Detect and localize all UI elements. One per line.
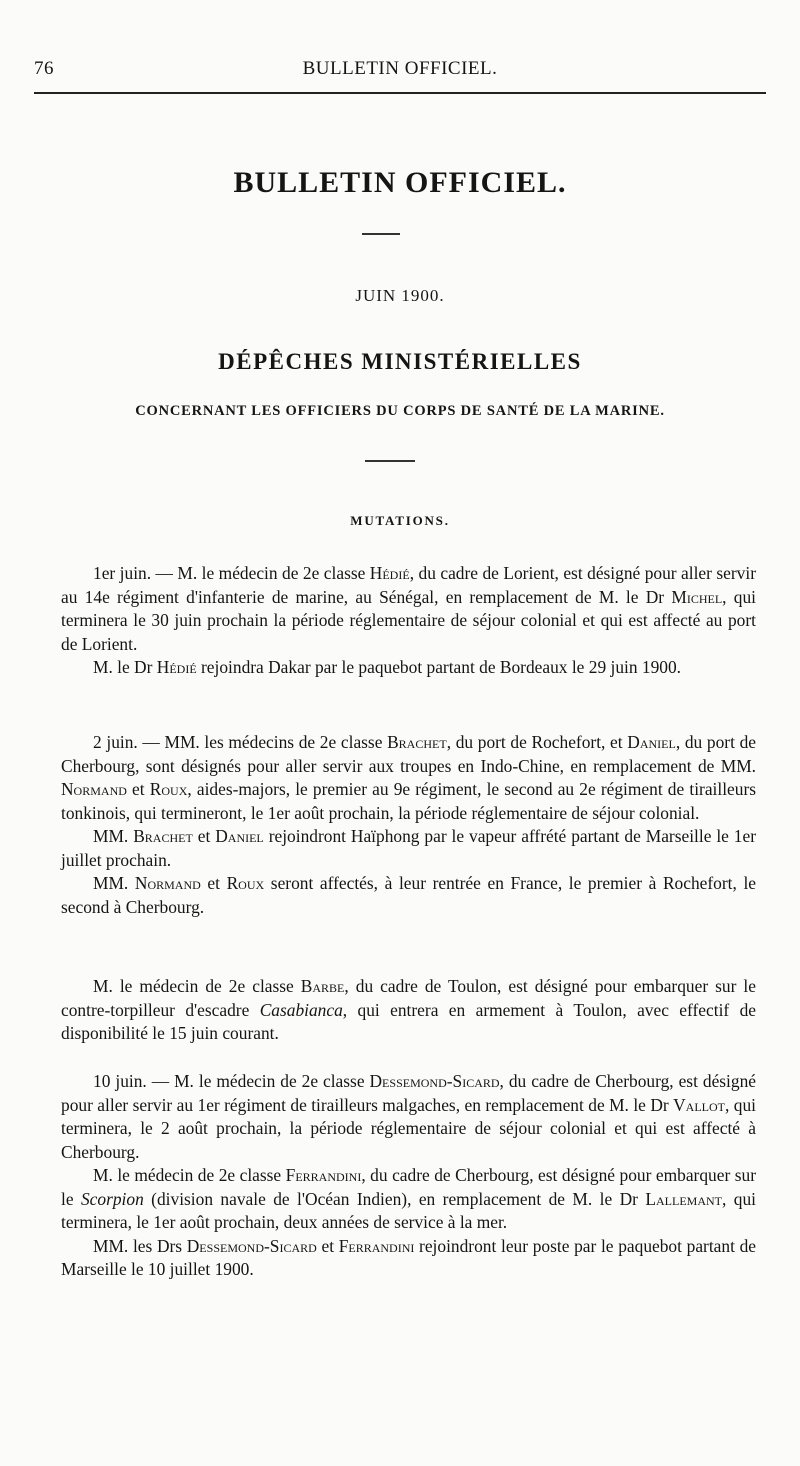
title-divider: [362, 233, 400, 235]
paragraph: [61, 562, 756, 656]
entry-barbe: [61, 975, 756, 1046]
person-name: Hédié: [156, 657, 197, 677]
subsection-heading: MUTATIONS.: [350, 513, 450, 528]
text-run: rejoindra Dakar par le paquebot partant de Bordeaux le 29 juin 1900.: [196, 657, 682, 677]
paragraph: [61, 975, 756, 1046]
person-name: Roux: [149, 779, 188, 799]
text-run: , du cadre de Cherbourg, est désigné pour aller servir au 1er régiment de tirailleurs malgaches, en remplacement de M. le Dr: [61, 1071, 756, 1115]
text-run: et: [126, 779, 150, 799]
person-name: Normand: [134, 873, 201, 893]
text-run: , du cadre de Lorient, est désigné pour aller servir au 14e régiment d'infanterie de marine, au Sénégal, en remplacement de M. le Dr: [61, 563, 756, 607]
text-run: et: [316, 1235, 339, 1256]
header-rule: [34, 92, 766, 94]
text-run: , du port de Rochefort, et: [446, 732, 628, 752]
text-run: MM.: [93, 826, 134, 846]
text-run: M. le médecin de 2e classe: [93, 1165, 286, 1185]
paragraph: [61, 731, 756, 825]
running-title: BULLETIN OFFICIEL.: [302, 58, 498, 79]
person-name: Daniel: [215, 826, 264, 846]
paragraph: [61, 825, 756, 872]
ship-name: Scorpion: [80, 1188, 144, 1209]
month-heading: JUIN 1900.: [355, 286, 445, 305]
text-run: , qui terminera, le 1er août prochain, deux années de service à la mer.: [61, 1188, 756, 1232]
person-name: Hédié: [369, 563, 410, 583]
ship-name: Casabianca: [259, 999, 343, 1020]
person-name: Normand: [61, 779, 127, 799]
text-run: rejoindront Haïphong par le vapeur affrété partant de Marseille le 1er juillet prochain.: [61, 826, 757, 870]
entry-june-1: [61, 562, 756, 680]
entry-ferrandini: [61, 1164, 756, 1282]
text-run: M. le Dr: [93, 657, 157, 677]
text-run: 10 juin. — M. le médecin de 2e classe: [93, 1071, 370, 1091]
entry-june-10: [61, 1070, 756, 1164]
text-run: MM.: [93, 873, 135, 893]
text-run: , du port de Cherbourg, sont désignés pour aller servir aux troupes en Indo-Chine, en remplacement de MM.: [61, 732, 757, 776]
person-name: Brachet: [387, 732, 447, 752]
text-run: et: [200, 873, 227, 893]
text-run: , qui terminera, le 2 août prochain, la période réglementaire de séjour colonial et qui est affecté à Cherbourg.: [61, 1094, 757, 1162]
person-name: Daniel: [627, 732, 676, 752]
section-title: DÉPÊCHES MINISTÉRIELLES: [218, 349, 582, 374]
text-run: 1er juin. — M. le médecin de 2e classe: [93, 563, 370, 583]
text-run: seront affectés, à leur rentrée en France, le premier à Rochefort, le second à Cherbourg.: [61, 873, 757, 917]
person-name: Dessemond-Sicard: [186, 1235, 317, 1256]
person-name: Michel: [671, 586, 723, 607]
person-name: Dessemond-Sicard: [369, 1071, 500, 1091]
text-run: MM. les Drs: [93, 1235, 187, 1256]
person-name: Brachet: [133, 826, 193, 846]
paragraph: [61, 656, 756, 680]
text-run: 2 juin. — MM. les médecins de 2e classe: [93, 732, 388, 752]
text-run: rejoindront leur poste par le paquebot partant de Marseille le 10 juillet 1900.: [61, 1235, 756, 1279]
person-name: Ferrandini: [338, 1235, 415, 1256]
text-run: M. le médecin de 2e classe: [93, 976, 301, 996]
person-name: Barbe: [300, 976, 345, 996]
paragraph: [61, 1164, 756, 1235]
running-header: [34, 58, 766, 88]
text-run: et: [192, 826, 216, 846]
paragraph: [61, 872, 756, 919]
entry-june-2: [61, 731, 756, 919]
text-run: , du cadre de Toulon, est désigné pour embarquer sur le contre-torpilleur d'escadre: [61, 976, 756, 1020]
text-run: , qui terminera le 30 juin prochain la période réglementaire de séjour colonial et qui est affecté au port de Lorient.: [61, 586, 757, 654]
main-title: BULLETIN OFFICIEL.: [233, 166, 567, 199]
person-name: Vallot: [673, 1094, 725, 1115]
section-subtitle: CONCERNANT LES OFFICIERS DU CORPS DE SANTÉ DE LA MARINE.: [135, 403, 665, 419]
text-run: , qui entrera en armement à Toulon, avec effectif de disponibilité le 15 juin courant.: [61, 999, 756, 1043]
page-number: 76: [34, 58, 54, 79]
text-run: , aides-majors, le premier au 9e régiment, le second au 2e régiment de tirailleurs tonkinois, qui termineront, le 1er août prochain, la période réglementaire de séjour colonial.: [61, 779, 757, 823]
person-name: Roux: [226, 873, 265, 893]
section-divider: [365, 460, 415, 462]
text-run: , du cadre de Cherbourg, est désigné pour embarquer sur le: [61, 1165, 756, 1209]
person-name: Ferrandini: [285, 1165, 362, 1185]
person-name: Lallemant: [645, 1188, 722, 1209]
text-run: (division navale de l'Océan Indien), en remplacement de M. le Dr: [143, 1188, 646, 1209]
paragraph: [61, 1070, 756, 1164]
paragraph: [61, 1235, 756, 1282]
